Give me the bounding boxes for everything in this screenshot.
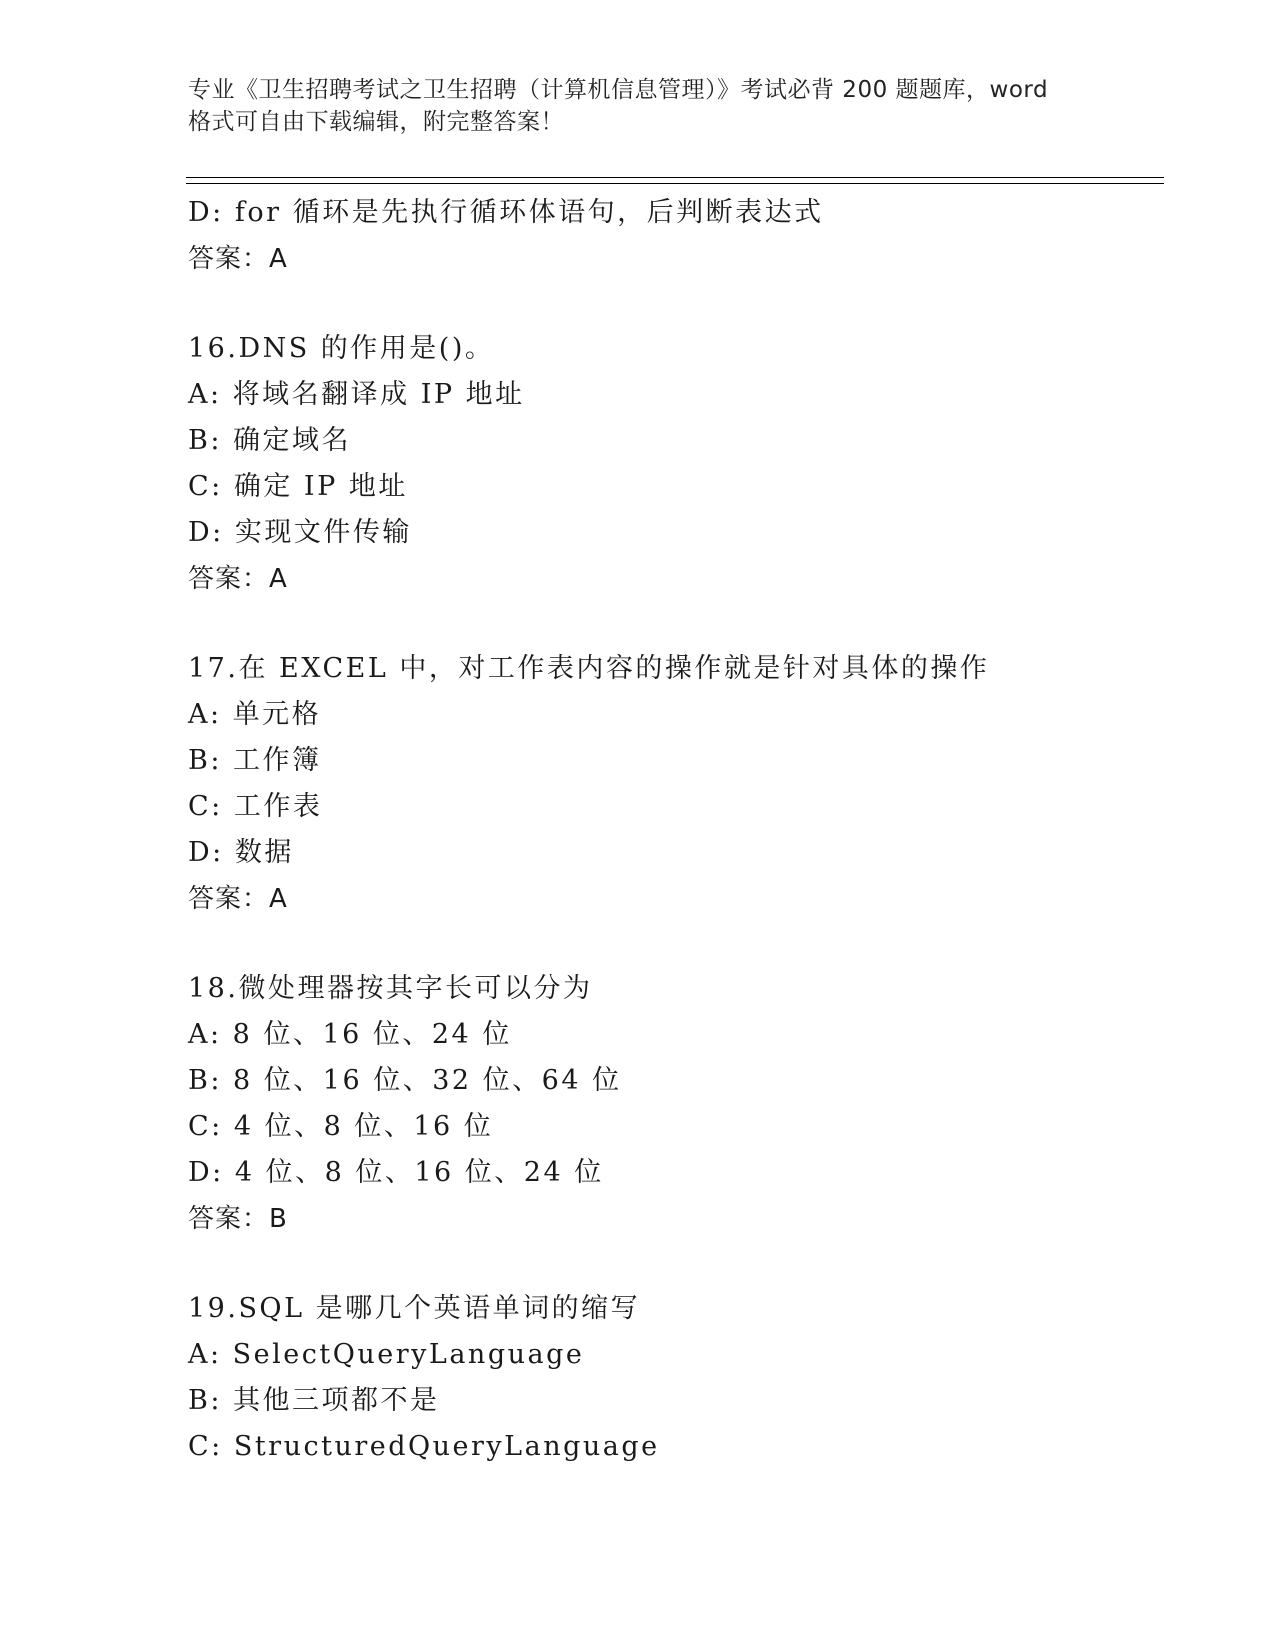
option-c: C: 确定 IP 地址 [188,471,408,502]
question-block-15 [188,190,1168,282]
option-d: D: 4 位、8 位、16 位、24 位 [188,1157,604,1188]
answer-line: 答案：A [188,884,288,914]
option-a: A: SelectQueryLanguage [188,1339,585,1370]
question-text: 16.DNS 的作用是()。 [188,333,495,364]
answer-line: 答案：A [188,244,288,274]
question-text: 17.在 EXCEL 中，对工作表内容的操作就是针对具体的操作 [188,653,990,684]
question-block-16 [188,326,1168,602]
question-text: 18.微处理器按其字长可以分为 [188,973,593,1004]
answer-line: 答案：B [188,1204,288,1234]
answer-line: 答案：A [188,564,288,594]
question-text: 19.SQL 是哪几个英语单词的缩写 [188,1293,641,1324]
option-c: C: 工作表 [188,791,323,822]
header-line-2: 格式可自由下载编辑，附完整答案！ [188,109,564,135]
option-d: D: for 循环是先执行循环体语句，后判断表达式 [188,197,824,228]
question-block-17 [188,646,1168,922]
option-b: B: 确定域名 [188,425,352,456]
option-a: A: 将域名翻译成 IP 地址 [188,379,525,410]
question-block-18 [188,966,1168,1242]
question-list [188,190,1168,1470]
option-b: B: 8 位、16 位、32 位、64 位 [188,1065,622,1096]
option-c: C: 4 位、8 位、16 位 [188,1111,494,1142]
option-a: A: 单元格 [188,699,322,730]
option-d: D: 数据 [188,837,294,868]
option-c: C: StructuredQueryLanguage [188,1431,660,1462]
header-line-1: 专业《卫生招聘考试之卫生招聘（计算机信息管理）》考试必背 200 题题库，word [188,77,1049,103]
option-b: B: 工作簿 [188,745,322,776]
option-d: D: 实现文件传输 [188,517,412,548]
option-a: A: 8 位、16 位、24 位 [188,1019,512,1050]
header-rule-top [186,177,1164,178]
header-rule-bottom [186,183,1164,184]
question-block-19 [188,1286,1168,1470]
option-b: B: 其他三项都不是 [188,1385,440,1416]
document-header [188,74,1088,138]
